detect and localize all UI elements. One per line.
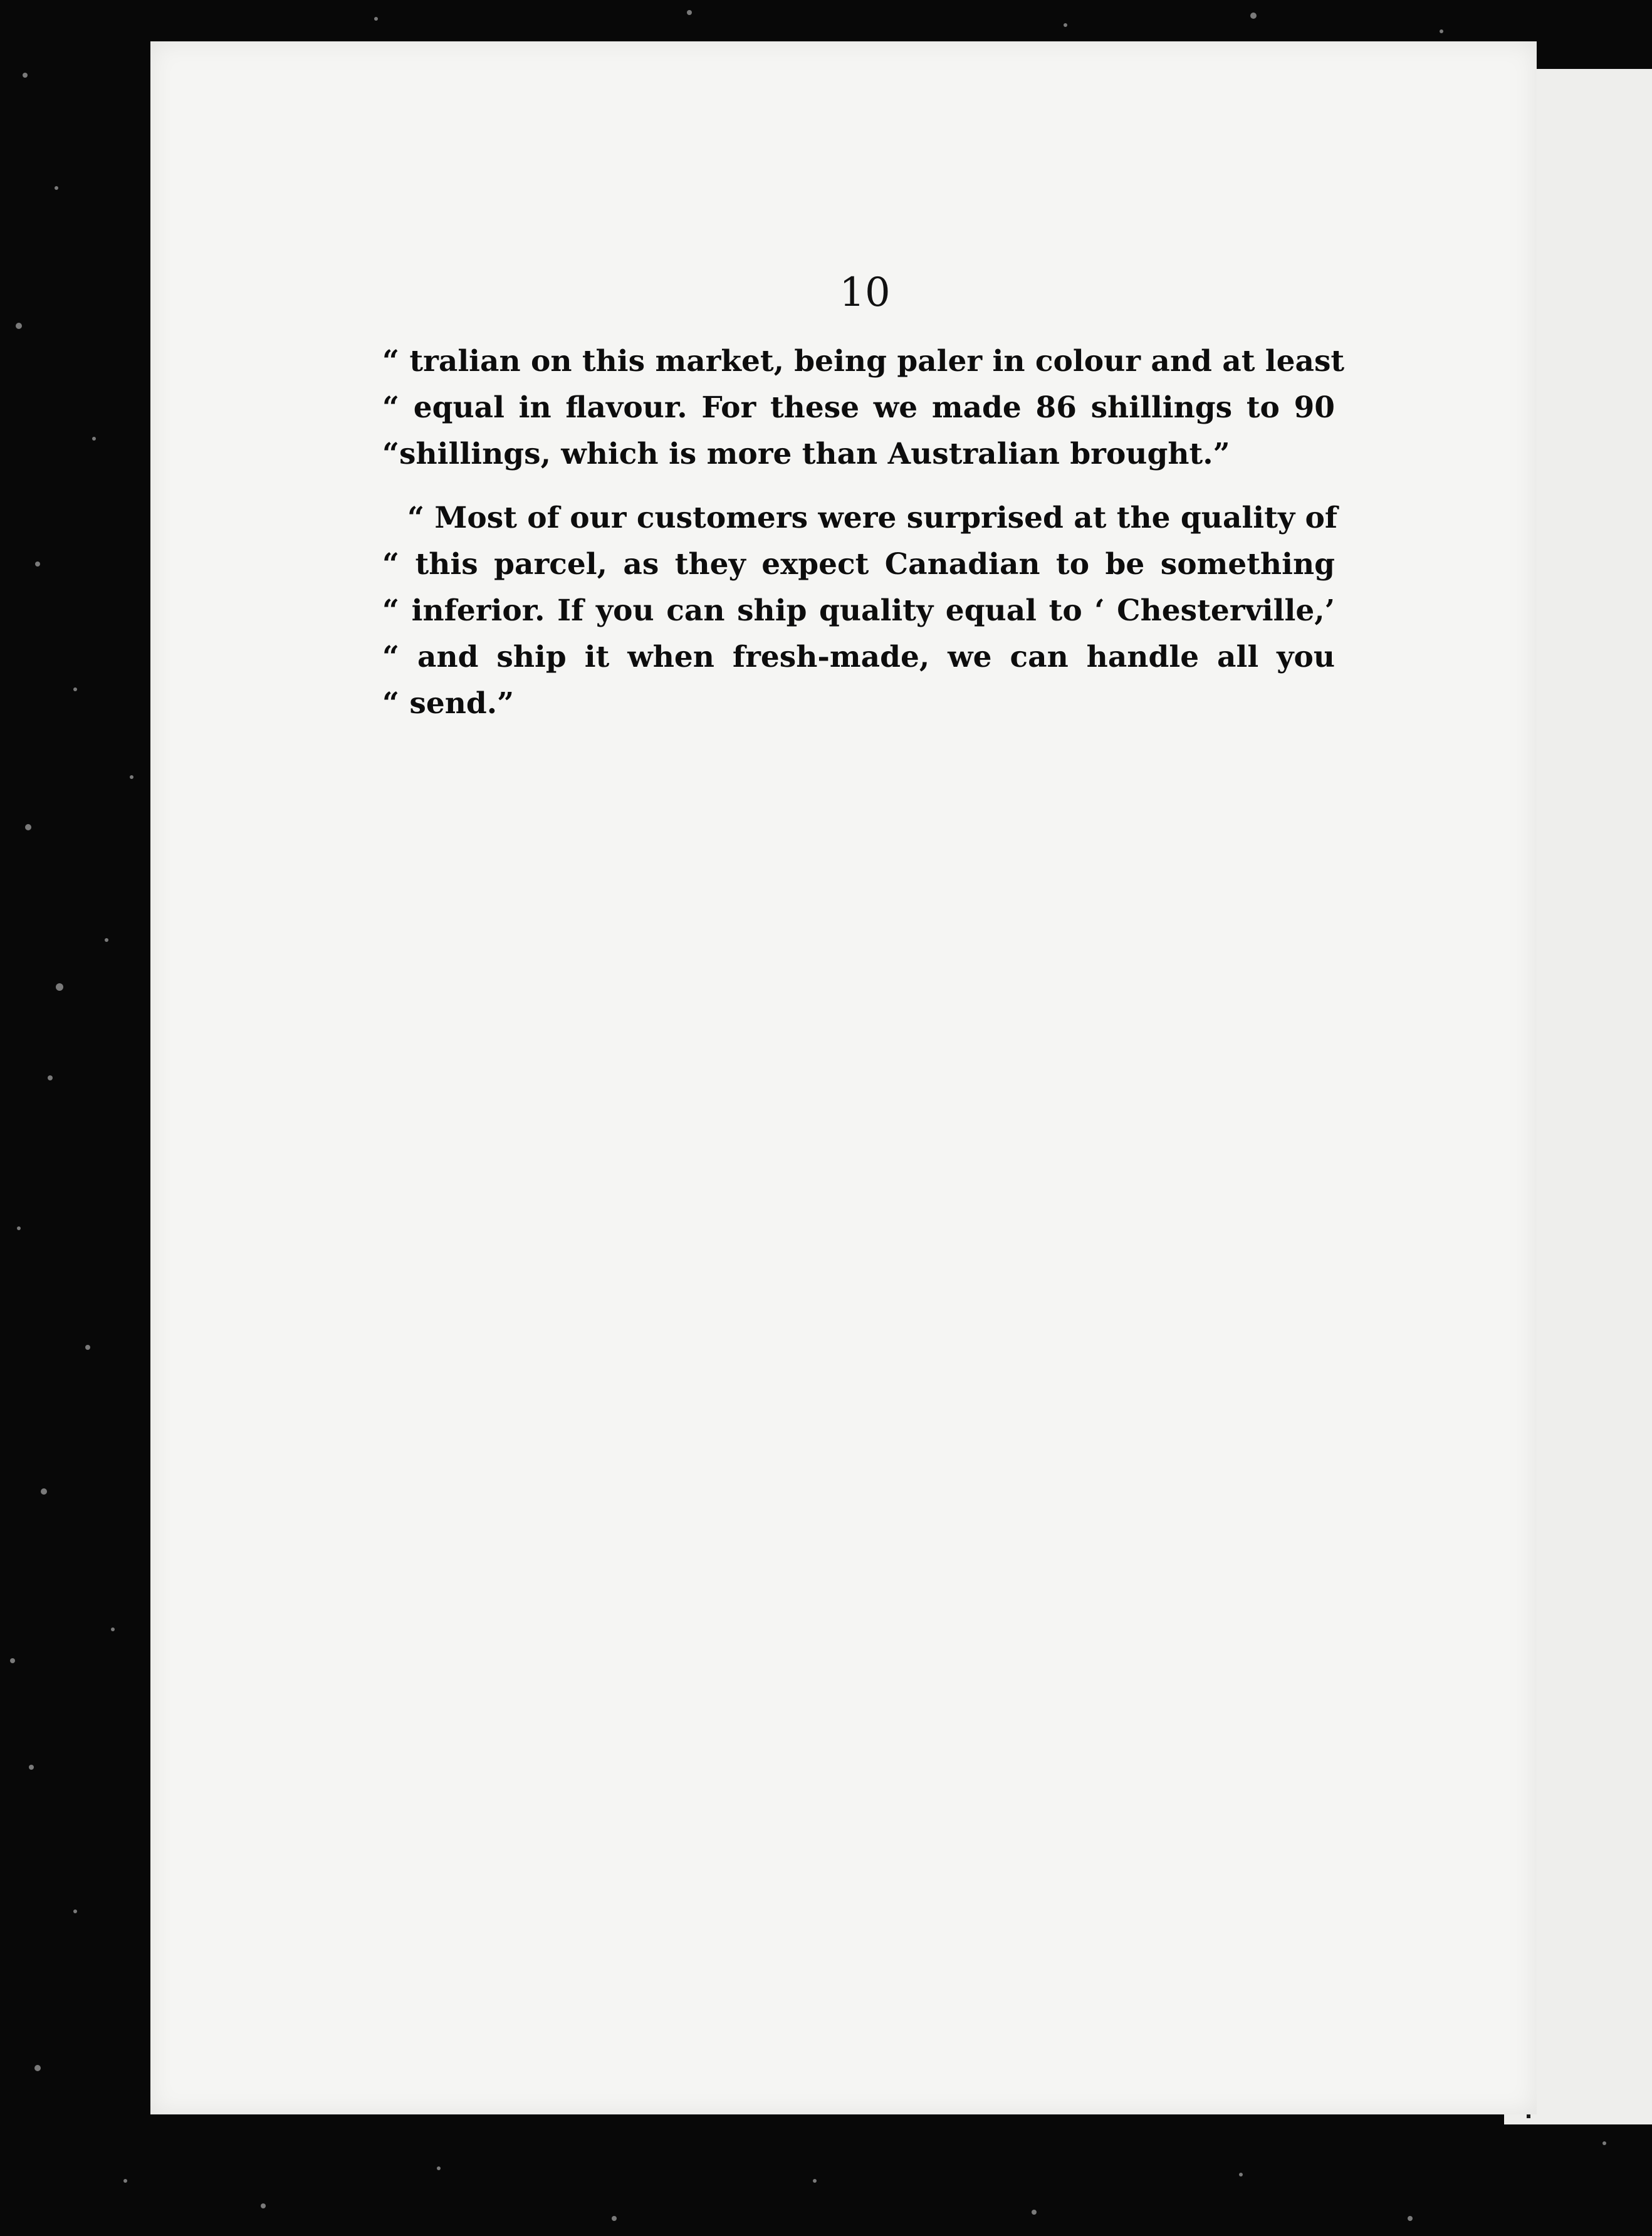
text-line: “ and ship it when fresh-made, we can handle all you	[382, 640, 1335, 674]
text-line: “ equal in flavour. For these we made 86 shillings to 90	[382, 390, 1335, 425]
text-line: “ Most of our customers were surprised at the quality of	[407, 501, 1338, 535]
paragraph-2	[382, 495, 1338, 727]
text-line: “ inferior. If you can ship quality equal to ‘ Chesterville,’	[382, 593, 1335, 628]
text-line: “shillings, which is more than Australian brought.”	[382, 437, 1230, 471]
paragraph-1	[382, 338, 1345, 478]
body-text	[382, 338, 1345, 727]
page-number: 10	[839, 269, 891, 316]
text-line: “ tralian on this market, being paler in colour and at least	[382, 344, 1345, 379]
text-line: “ this parcel, as they expect Canadian to be something	[382, 547, 1335, 582]
text-line: “ send.”	[382, 686, 515, 721]
